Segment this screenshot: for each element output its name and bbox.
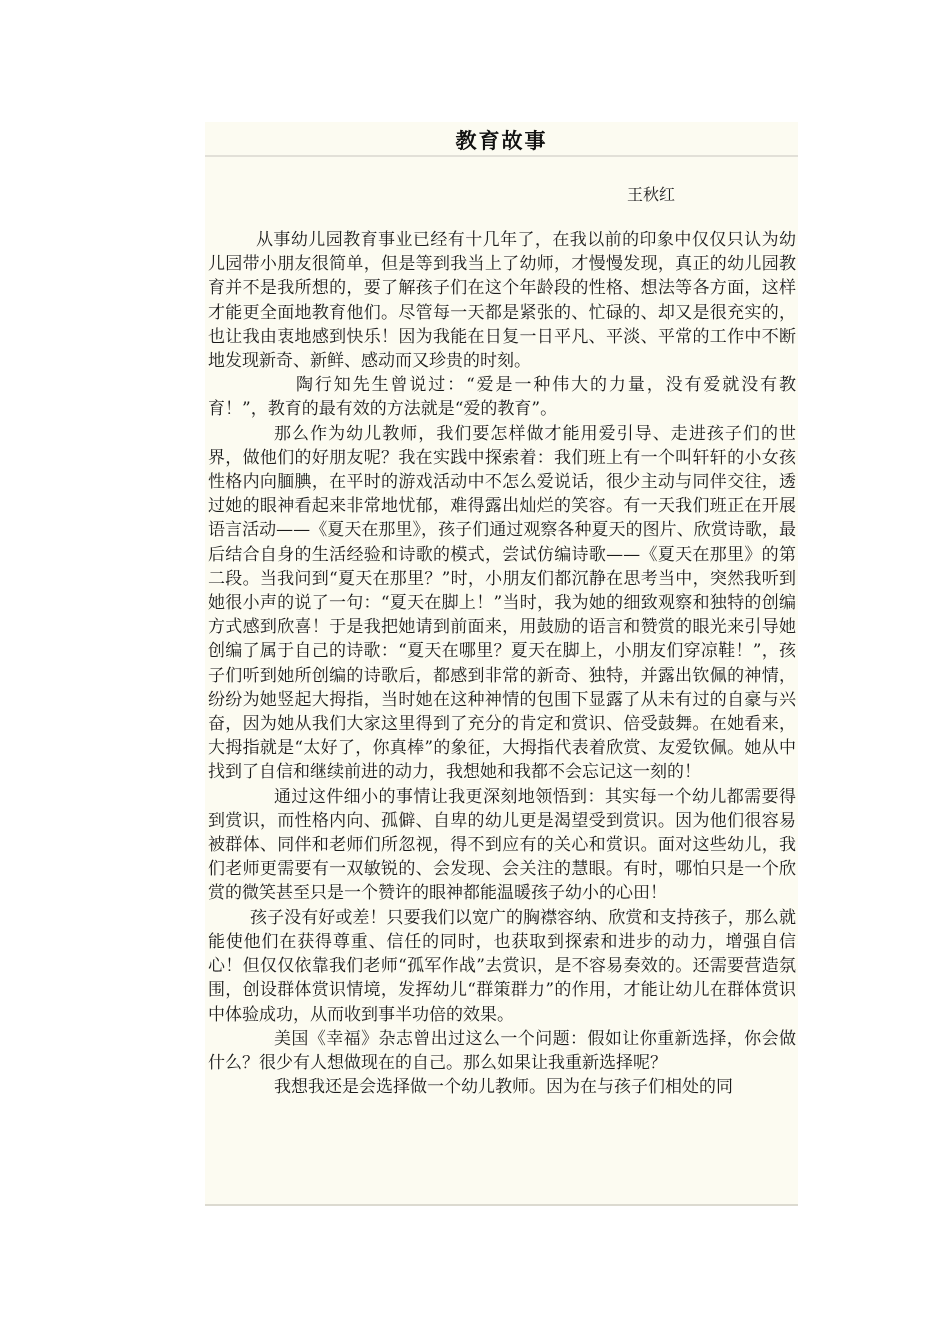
- document-author: 王秋红: [627, 185, 676, 204]
- paragraph: 通过这件细小的事情让我更深刻地领悟到：其实每一个幼儿都需要得到赏识，而性格内向、孤僻、自卑的幼儿更是渴望受到赏识。因为他们很容易被群体、同伴和老师们所忽视，得不到应有的关心和赏识。面对这些幼儿，我们老师更需要有一双敏锐的、会发现、会关注的慧眼。有时，哪怕只是一个欣赏的微笑甚至只是一个赞许的眼神都能温暖孩子幼小的心田！: [208, 786, 796, 904]
- paragraph: 那么作为幼儿教师，我们要怎样做才能用爱引导、走进孩子们的世界，做他们的好朋友呢？我在实践中探索着：我们班上有一个叫轩轩的小女孩性格内向腼腆，在平时的游戏活动中不怎么爱说话，很少主动与同伴交往，透过她的眼神看起来非常地忧郁，难得露出灿烂的笑容。有一天我们班正在开展语言活动——《夏天在那里》，孩子们通过观察各种夏天的图片、欣赏诗歌，最后结合自身的生活经验和诗歌的模式，尝试仿编诗歌——《夏天在那里》的第二段。当我问到“夏天在那里？”时，小朋友们都沉静在思考当中，突然我听到她很小声的说了一句：“夏天在脚上！”当时，我为她的细致观察和独特的创编方式感到欣喜！于是我把她请到前面来，用鼓励的语言和赞赏的眼光来引导她创编了属于自己的诗歌：“夏天在哪里？夏天在脚上，小朋友们穿凉鞋！”，孩子们听到她所创编的诗歌后，都感到非常的新奇、独特，并露出钦佩的神情，纷纷为她竖起大拇指，当时她在这种神情的包围下显露了从未有过的自豪与兴奋，因为她从我们大家这里得到了充分的肯定和赏识、倍受鼓舞。在她看来，大拇指就是“太好了，你真棒”的象征，大拇指代表着欣赏、友爱钦佩。她从中找到了自信和继续前进的动力，我想她和我都不会忘记这一刻的！: [208, 423, 796, 783]
- paragraph: 陶行知先生曾说过：“爱是一种伟大的力量，没有爱就没有教育！”，教育的最有效的方法就是“爱的教育”。: [208, 375, 796, 420]
- paragraph: 我想我还是会选择做一个幼儿教师。因为在与孩子们相处的同: [274, 1077, 733, 1098]
- paragraph: 美国《幸福》杂志曾出过这么一个问题：假如让你重新选择，你会做什么？很少有人想做现在的自己。那么如果让我重新选择呢？: [208, 1028, 796, 1073]
- document-page: [205, 122, 798, 1206]
- paragraph: 从事幼儿园教育事业已经有十几年了，在我以前的印象中仅仅只认为幼儿园带小朋友很简单，但是等到我当上了幼师，才慢慢发现，真正的幼儿园教育并不是我所想的，要了解孩子们在这个年龄段的性格、想法等各方面，这样才能更全面地教育他们。尽管每一天都是紧张的、忙碌的、却又是很充实的，也让我由衷地感到快乐！因为我能在日复一日平凡、平淡、平常的工作中不断地发现新奇、新鲜、感动而又珍贵的时刻。: [208, 230, 796, 372]
- document-title: 教育故事: [455, 129, 548, 153]
- document-body: [208, 228, 796, 1099]
- paragraph: 孩子没有好或差！只要我们以宽广的胸襟容纳、欣赏和支持孩子，那么就能使他们在获得尊重、信任的同时，也获取到探索和进步的动力，增强自信心！但仅仅依靠我们老师“孤军作战”去赏识，是不容易奏效的。还需要营造氛围，创设群体赏识情境，发挥幼儿“群策群力”的作用，才能让幼儿在群体赏识中体验成功，从而收到事半功倍的效果。: [208, 907, 796, 1025]
- title-bar: [205, 122, 798, 157]
